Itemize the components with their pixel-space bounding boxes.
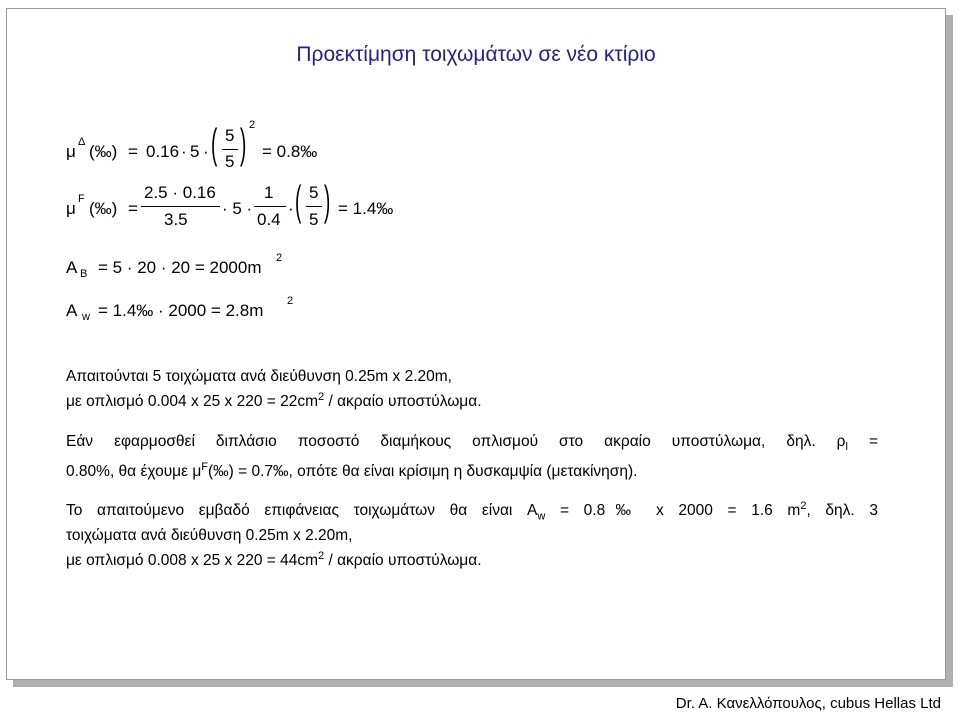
para1-line1: Απαιτούνται 5 τοιχώματα ανά διεύθυνση 0.25m x 2.20m, <box>66 368 452 385</box>
para1-line2 <box>66 387 482 412</box>
eq2-eqsign: = <box>128 199 138 218</box>
slide-title: Προεκτίμηση τοιχωμάτων σε νέο κτίριο <box>296 43 656 66</box>
eq4-sub: w <box>82 311 90 323</box>
eq4-expr: = 1.4‰ · 2000 = 2.8m <box>98 301 264 320</box>
para2-line1-tail: = <box>847 433 878 450</box>
para2-line1-text: Εάν εφαρμοσθεί διπλάσιο ποσοστό διαμήκους οπλισμού στο ακραίο υποστύλωμα, δηλ. ρ <box>66 433 846 450</box>
eq2-result: = 1.4‰ <box>338 199 394 218</box>
eq1-lparen: ( <box>211 120 218 167</box>
para3-line3 <box>66 546 878 571</box>
para3-line3-tail: / ακραίο υποστύλωμα. <box>324 552 482 570</box>
eq1-sup: Δ <box>78 136 86 148</box>
eq2-rparen: ) <box>324 177 331 224</box>
para2-line1 <box>66 432 878 457</box>
eq2-frac3-num: 5 <box>309 183 319 202</box>
eq1-frac-num: 5 <box>225 126 235 145</box>
paragraph-walls-required <box>66 367 482 412</box>
para3-line1 <box>66 496 878 526</box>
para1-line2-text: με οπλισμό 0.004 x 25 x 220 = 22cm <box>66 393 319 411</box>
para3-line1-tail: , δηλ. 3 <box>806 502 878 520</box>
para2-line2 <box>66 457 878 482</box>
eq2-arg: (‰) <box>89 199 118 218</box>
eq1-dot2: · <box>203 142 209 161</box>
eq2-frac2-bar <box>254 206 286 207</box>
eq1-result: = 0.8‰ <box>262 142 318 161</box>
eq2-dot: · <box>288 199 294 218</box>
eq2-sup: F <box>78 193 85 205</box>
eq1-frac-bar <box>222 149 238 150</box>
paragraph-required-area <box>66 496 878 571</box>
eq3-A: A <box>66 258 78 277</box>
eq2-frac2-num: 1 <box>264 183 274 202</box>
eq3-expr: = 5 · 20 · 20 = 2000m <box>98 258 262 277</box>
para2-line2-tail: (‰) = 0.7‰, οπότε θα είναι κρίσιμη η δυσκαμψία (μετακίνηση). <box>208 463 638 481</box>
eq1-eqsign: = <box>128 142 138 161</box>
eq1-mu: μ <box>66 142 76 161</box>
eq2-frac2-den: 0.4 <box>257 210 281 229</box>
para2-line1-sub: l <box>845 441 848 454</box>
para3-line1-text: Το απαιτούμενο εμβαδό επιφάνειας τοιχωμάτων θα είναι A <box>66 502 538 520</box>
para3-line1-mid: = 0.8‰ x 2000 = 1.6 m <box>545 502 801 520</box>
eq1-arg: (‰) <box>89 142 118 161</box>
eq2-frac1-bar <box>141 206 220 207</box>
para2-line2-sup: F <box>201 461 208 474</box>
eq1-rparen: ) <box>240 120 247 167</box>
para1-line2-sup: 2 <box>318 391 325 403</box>
eq4-exp: 2 <box>287 295 294 307</box>
eq2-mu: μ <box>66 199 76 218</box>
para2-line2-text: 0.80%, θα έχουμε μ <box>66 463 202 481</box>
eq2-five: · 5 · <box>222 199 253 218</box>
eq4-A: A <box>66 301 78 320</box>
eq1-frac-den: 5 <box>225 152 235 171</box>
eq2-frac3-bar <box>306 206 322 207</box>
para3-line1-sub: w <box>537 510 546 523</box>
eq2-frac3-den: 5 <box>309 210 319 229</box>
para1-line2-tail: / ακραίο υποστύλωμα. <box>324 393 482 411</box>
para3-line1-sup: 2 <box>800 500 807 512</box>
eq2-frac1-den: 3.5 <box>164 210 188 229</box>
eq2-frac1-num: 2.5 · 0.16 <box>144 183 216 202</box>
para3-line2: τοιχώματα ανά διεύθυνση 0.25m x 2.20m, <box>66 527 353 545</box>
eq1-coef: 0.16 <box>146 142 180 161</box>
paragraph-double-reinforcement <box>66 432 878 482</box>
footer-author: Dr. A. Κανελλόπουλος, cubus Hellas Ltd <box>675 695 941 712</box>
para3-line3-sup: 2 <box>318 550 325 563</box>
eq1-five: 5 <box>190 142 200 161</box>
slide <box>6 8 946 680</box>
eq3-exp: 2 <box>276 252 283 264</box>
eq3-sub: B <box>80 268 88 280</box>
eq1-exp: 2 <box>249 119 256 131</box>
eq2-lparen: ( <box>295 177 302 224</box>
para3-line3-text: με οπλισμό 0.008 x 25 x 220 = 44cm <box>66 552 319 570</box>
eq1-dot: · <box>181 142 187 161</box>
